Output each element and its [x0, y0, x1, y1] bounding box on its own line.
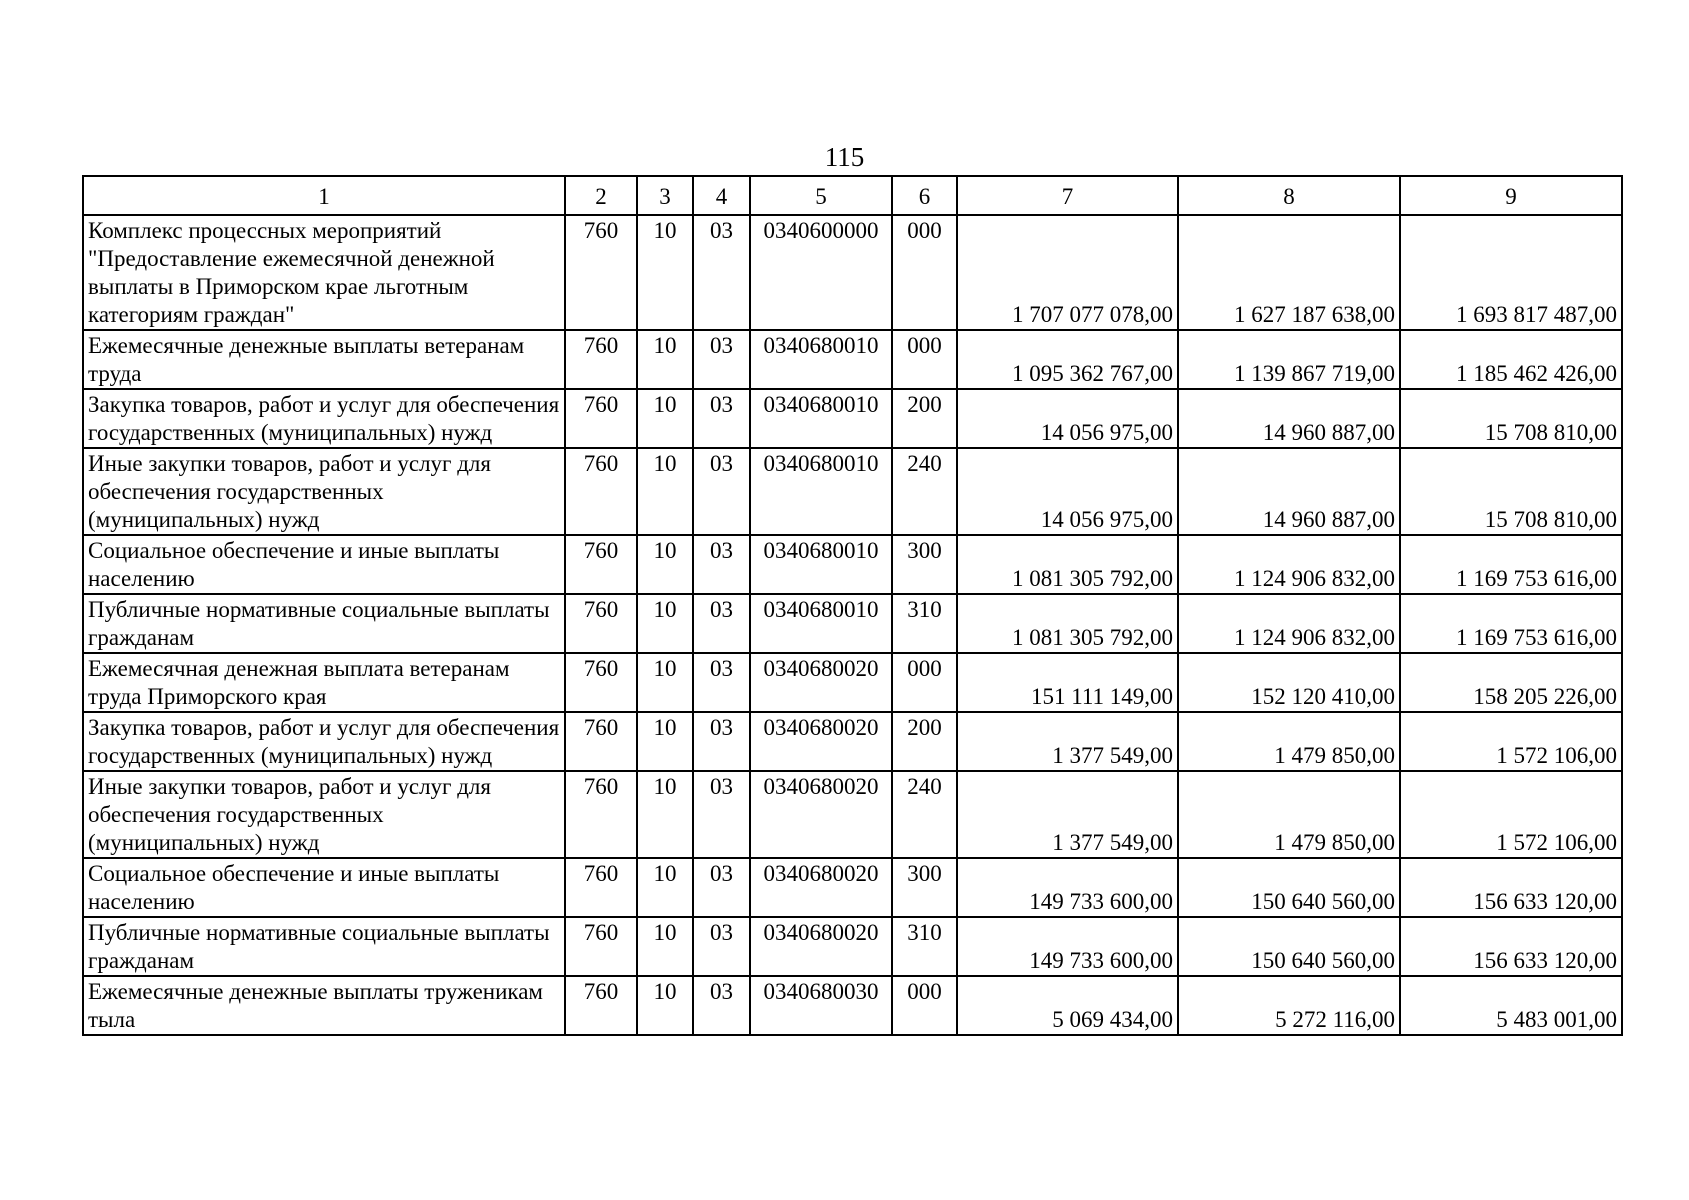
row-code-3-cell: 10: [637, 535, 693, 594]
row-code-2-cell: 760: [565, 712, 637, 771]
row-code-2-cell: 760: [565, 389, 637, 448]
row-code-4-cell: 03: [693, 771, 750, 858]
row-value-8-cell: 1 139 867 719,00: [1178, 330, 1400, 389]
row-code-6-cell: 200: [892, 389, 957, 448]
row-code-2-cell: 760: [565, 976, 637, 1035]
row-code-2-cell: 760: [565, 917, 637, 976]
row-code-5-cell: 0340680030: [750, 976, 892, 1035]
row-name-cell: Закупка товаров, работ и услуг для обеспечения государственных (муниципальных) нужд: [83, 712, 565, 771]
row-name-cell: Публичные нормативные социальные выплаты гражданам: [83, 917, 565, 976]
row-value-8-cell: 5 272 116,00: [1178, 976, 1400, 1035]
row-name-cell: Публичные нормативные социальные выплаты гражданам: [83, 594, 565, 653]
row-value-8-cell: 1 124 906 832,00: [1178, 594, 1400, 653]
row-value-8-cell: 1 627 187 638,00: [1178, 215, 1400, 330]
row-code-6-cell: 000: [892, 215, 957, 330]
row-code-5-cell: 0340600000: [750, 215, 892, 330]
table-row: [83, 215, 1622, 330]
row-code-4-cell: 03: [693, 535, 750, 594]
row-code-2-cell: 760: [565, 653, 637, 712]
row-code-6-cell: 000: [892, 653, 957, 712]
row-code-6-cell: 310: [892, 917, 957, 976]
row-value-7-cell: 149 733 600,00: [957, 917, 1178, 976]
row-value-7-cell: 151 111 149,00: [957, 653, 1178, 712]
row-code-3-cell: 10: [637, 771, 693, 858]
row-code-2-cell: 760: [565, 330, 637, 389]
row-value-8-cell: 150 640 560,00: [1178, 858, 1400, 917]
row-code-4-cell: 03: [693, 653, 750, 712]
table-row: [83, 448, 1622, 535]
row-code-3-cell: 10: [637, 712, 693, 771]
row-value-9-cell: 1 169 753 616,00: [1400, 594, 1622, 653]
row-code-4-cell: 03: [693, 712, 750, 771]
table-row: [83, 771, 1622, 858]
row-code-5-cell: 0340680020: [750, 771, 892, 858]
row-value-7-cell: 5 069 434,00: [957, 976, 1178, 1035]
row-value-8-cell: 14 960 887,00: [1178, 448, 1400, 535]
row-code-4-cell: 03: [693, 448, 750, 535]
column-header: 1: [83, 176, 565, 215]
row-code-3-cell: 10: [637, 976, 693, 1035]
row-value-9-cell: 15 708 810,00: [1400, 389, 1622, 448]
row-code-6-cell: 200: [892, 712, 957, 771]
row-value-9-cell: 1 169 753 616,00: [1400, 535, 1622, 594]
row-value-7-cell: 1 081 305 792,00: [957, 535, 1178, 594]
row-value-9-cell: 15 708 810,00: [1400, 448, 1622, 535]
row-code-6-cell: 000: [892, 976, 957, 1035]
row-code-4-cell: 03: [693, 330, 750, 389]
row-value-9-cell: 5 483 001,00: [1400, 976, 1622, 1035]
row-name-cell: Ежемесячные денежные выплаты ветеранам труда: [83, 330, 565, 389]
row-value-8-cell: 150 640 560,00: [1178, 917, 1400, 976]
row-value-9-cell: 1 572 106,00: [1400, 771, 1622, 858]
row-value-7-cell: 1 377 549,00: [957, 771, 1178, 858]
row-code-2-cell: 760: [565, 535, 637, 594]
row-name-cell: Иные закупки товаров, работ и услуг для обеспечения государственных (муниципальных) нужд: [83, 448, 565, 535]
column-header: 9: [1400, 176, 1622, 215]
row-name-cell: Социальное обеспечение и иные выплаты населению: [83, 858, 565, 917]
row-value-7-cell: 1 081 305 792,00: [957, 594, 1178, 653]
row-code-5-cell: 0340680010: [750, 535, 892, 594]
row-code-6-cell: 240: [892, 771, 957, 858]
row-code-2-cell: 760: [565, 215, 637, 330]
row-value-9-cell: 156 633 120,00: [1400, 917, 1622, 976]
column-header: 3: [637, 176, 693, 215]
row-name-cell: Иные закупки товаров, работ и услуг для обеспечения государственных (муниципальных) нужд: [83, 771, 565, 858]
row-code-6-cell: 300: [892, 535, 957, 594]
row-code-4-cell: 03: [693, 594, 750, 653]
table-row: [83, 653, 1622, 712]
row-value-8-cell: 1 124 906 832,00: [1178, 535, 1400, 594]
row-value-9-cell: 156 633 120,00: [1400, 858, 1622, 917]
row-code-2-cell: 760: [565, 448, 637, 535]
table-row: [83, 594, 1622, 653]
row-code-6-cell: 000: [892, 330, 957, 389]
row-value-9-cell: 1 185 462 426,00: [1400, 330, 1622, 389]
row-code-4-cell: 03: [693, 215, 750, 330]
row-name-cell: Социальное обеспечение и иные выплаты населению: [83, 535, 565, 594]
column-header: 4: [693, 176, 750, 215]
column-header: 5: [750, 176, 892, 215]
row-value-7-cell: 14 056 975,00: [957, 389, 1178, 448]
row-code-6-cell: 300: [892, 858, 957, 917]
row-name-cell: Ежемесячные денежные выплаты труженикам тыла: [83, 976, 565, 1035]
table-row: [83, 976, 1622, 1035]
page-number: 115: [824, 142, 865, 172]
row-code-3-cell: 10: [637, 917, 693, 976]
row-name-cell: Ежемесячная денежная выплата ветеранам труда Приморского края: [83, 653, 565, 712]
table-row: [83, 330, 1622, 389]
table-row: [83, 917, 1622, 976]
column-number-row: [83, 176, 1622, 215]
table-row: [83, 712, 1622, 771]
row-value-7-cell: 1 377 549,00: [957, 712, 1178, 771]
row-code-5-cell: 0340680010: [750, 448, 892, 535]
row-code-2-cell: 760: [565, 771, 637, 858]
row-code-5-cell: 0340680020: [750, 653, 892, 712]
row-code-3-cell: 10: [637, 858, 693, 917]
row-code-5-cell: 0340680020: [750, 858, 892, 917]
row-code-4-cell: 03: [693, 976, 750, 1035]
table-row: [83, 858, 1622, 917]
column-header: 6: [892, 176, 957, 215]
row-code-3-cell: 10: [637, 594, 693, 653]
column-header: 7: [957, 176, 1178, 215]
row-code-5-cell: 0340680020: [750, 712, 892, 771]
row-code-5-cell: 0340680010: [750, 389, 892, 448]
row-code-2-cell: 760: [565, 858, 637, 917]
row-value-9-cell: 158 205 226,00: [1400, 653, 1622, 712]
row-value-7-cell: 14 056 975,00: [957, 448, 1178, 535]
column-header: 8: [1178, 176, 1400, 215]
row-code-5-cell: 0340680010: [750, 594, 892, 653]
row-value-8-cell: 1 479 850,00: [1178, 712, 1400, 771]
row-value-9-cell: 1 693 817 487,00: [1400, 215, 1622, 330]
row-name-cell: Закупка товаров, работ и услуг для обеспечения государственных (муниципальных) нужд: [83, 389, 565, 448]
row-code-4-cell: 03: [693, 858, 750, 917]
row-code-2-cell: 760: [565, 594, 637, 653]
row-code-6-cell: 240: [892, 448, 957, 535]
row-code-5-cell: 0340680010: [750, 330, 892, 389]
row-code-3-cell: 10: [637, 653, 693, 712]
table-row: [83, 535, 1622, 594]
row-value-9-cell: 1 572 106,00: [1400, 712, 1622, 771]
row-code-4-cell: 03: [693, 917, 750, 976]
row-value-8-cell: 152 120 410,00: [1178, 653, 1400, 712]
row-code-3-cell: 10: [637, 389, 693, 448]
row-code-3-cell: 10: [637, 448, 693, 535]
row-value-7-cell: 1 707 077 078,00: [957, 215, 1178, 330]
column-header: 2: [565, 176, 637, 215]
row-code-3-cell: 10: [637, 215, 693, 330]
budget-table: [82, 175, 1623, 1036]
row-value-7-cell: 1 095 362 767,00: [957, 330, 1178, 389]
table-row: [83, 389, 1622, 448]
row-value-7-cell: 149 733 600,00: [957, 858, 1178, 917]
row-name-cell: Комплекс процессных мероприятий "Предоставление ежемесячной денежной выплаты в Приморском крае льготным категориям граждан": [83, 215, 565, 330]
row-code-5-cell: 0340680020: [750, 917, 892, 976]
row-code-3-cell: 10: [637, 330, 693, 389]
row-code-4-cell: 03: [693, 389, 750, 448]
row-value-8-cell: 14 960 887,00: [1178, 389, 1400, 448]
row-code-6-cell: 310: [892, 594, 957, 653]
row-value-8-cell: 1 479 850,00: [1178, 771, 1400, 858]
